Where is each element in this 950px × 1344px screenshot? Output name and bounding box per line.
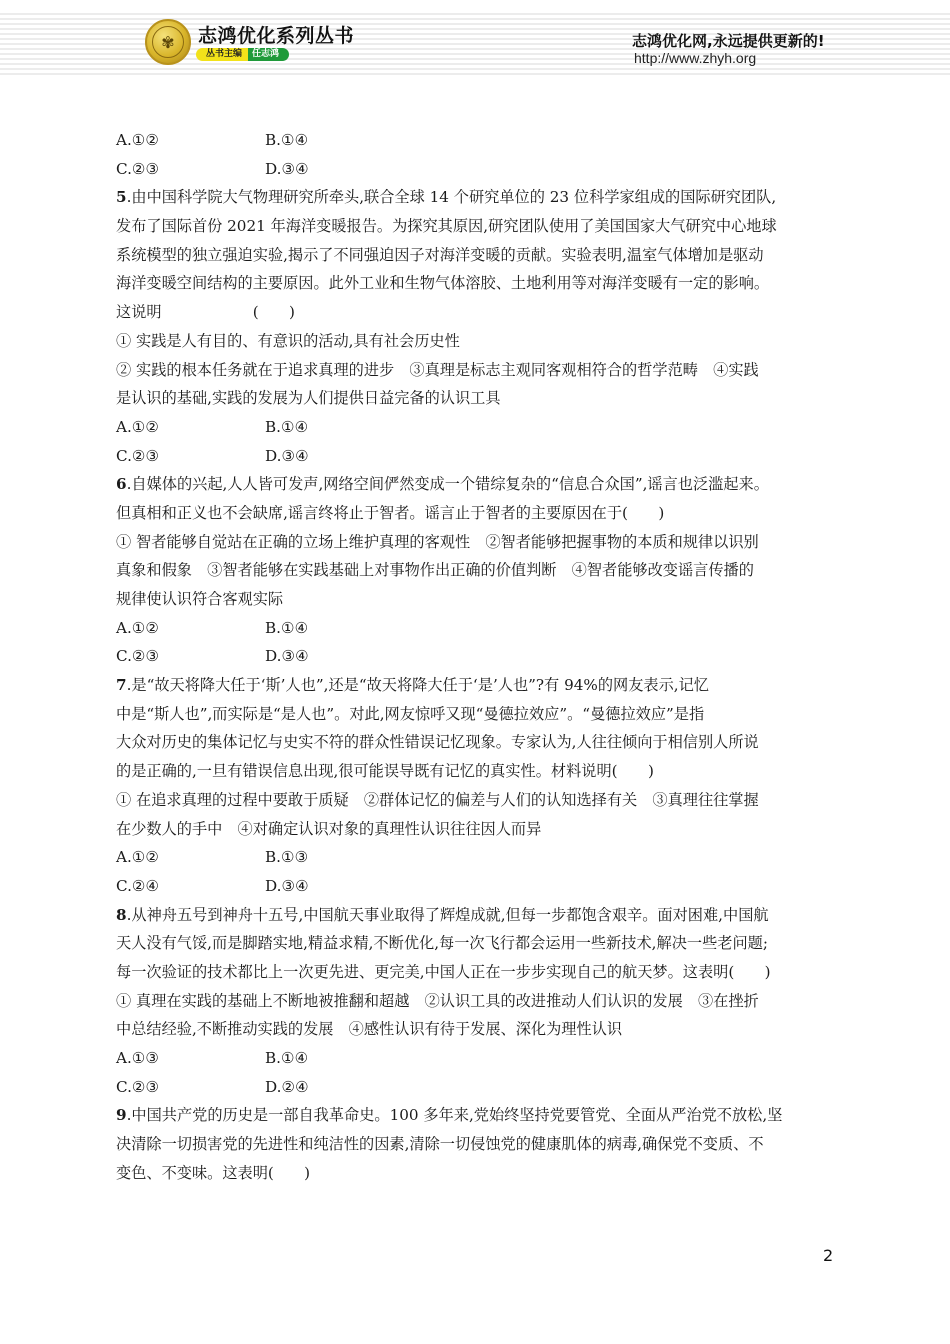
question-stem-line: 天人没有气馁,而是脚踏实地,精益求精,不断优化,每一次飞行都会运用一些新技术,解决一些老问题; [116,934,768,953]
option-row [116,843,836,872]
statement-line: 规律使认识符合客观实际 [116,590,284,608]
option-row [116,126,836,155]
question-stem-line [116,183,836,212]
series-title: 志鸿优化系列丛书 [198,25,355,47]
question-stem-line: 的是正确的,一旦有错误信息出现,很可能误导既有记忆的真实性。材料说明( ) [116,762,654,781]
question-stem-line [116,901,836,930]
option-row [116,872,836,901]
question-stem-line: 这说明 ( ) [116,303,295,322]
question-stem-line: 海洋变暖空间结构的主要原因。此外工业和生物气体溶胶、土地利用等对海洋变暖有一定的影响。 [116,274,770,293]
editor-role-label: 丛书主编 [196,48,248,61]
option-row [116,642,836,671]
question-number: 8 [116,905,127,924]
option-d: D.③④ [265,446,309,465]
option-row [116,155,836,184]
statement-line: ① 智者能够自觉站在正确的立场上维护真理的客观性 ②智者能够把握事物的本质和规律以识别 [116,532,759,551]
question-stem-line [116,470,836,499]
statement-line: 中总结经验,不断推动实践的发展 ④感性认识有待于发展、深化为理性认识 [116,1020,623,1039]
statement-line: ① 在追求真理的过程中要敢于质疑 ②群体记忆的偏差与人们的认知选择有关 ③真理往往掌握 [116,790,759,809]
editor-name-label: 任志鸿 [248,48,289,61]
series-logo-medal [145,19,191,65]
question-9 [116,1101,836,1187]
option-c: C.②③ [116,159,160,178]
editor-tag [196,48,289,61]
question-stem-line: 每一次验证的技术都比上一次更先进、更完美,中国人正在一步步实现自己的航天梦。这表明( ) [116,962,771,981]
option-b: B.①③ [265,848,309,867]
question-number: 5 [116,188,127,207]
option-c: C.②③ [116,647,160,666]
option-b: B.①④ [265,618,309,637]
option-d: D.③④ [265,159,309,178]
question-stem-line: 中是“斯人也”,而实际是“是人也”。对此,网友惊呼又现“曼德拉效应”。“曼德拉效应”是指 [116,704,705,723]
option-a: A.①② [116,848,160,867]
page-content [116,126,836,1187]
question-stem-line: 决清除一切损害党的先进性和纯洁性的因素,清除一切侵蚀党的健康肌体的病毒,确保党不变质、不 [116,1135,764,1154]
option-c: C.②③ [116,446,160,465]
statement-line: 是认识的基础,实践的发展为人们提供日益完备的认识工具 [116,389,501,408]
statement-line: ② 实践的根本任务就在于追求真理的进步 ③真理是标志主观同客观相符合的哲学范畴 ④实践 [116,360,759,379]
header-url: http://www.zhyh.org [634,50,757,66]
question-stem-line: 大众对历史的集体记忆与史实不符的群众性错误记忆现象。专家认为,人往往倾向于相信别人所说 [116,733,759,752]
option-row [116,1044,836,1073]
option-d: D.③④ [265,647,309,666]
option-c: C.②③ [116,1077,160,1096]
option-row [116,442,836,471]
option-b: B.①④ [265,417,309,436]
crane-emblem-icon: ✾ [152,26,184,58]
option-a: A.①② [116,417,160,436]
header-slogan: 志鸿优化网,永远提供更新的! [632,32,825,50]
question-stem-line [116,1101,836,1130]
option-a: A.①③ [116,1049,160,1067]
option-d: D.②④ [265,1077,309,1096]
statement-line: 在少数人的手中 ④对确定认识对象的真理性认识往往因人而异 [116,819,542,838]
question-number: 9 [116,1106,127,1125]
question-number: 6 [116,475,127,494]
question-8 [116,901,836,1102]
question-number: 7 [116,676,127,695]
question-stem-line: 但真相和正义也不会缺席,谣言终将止于智者。谣言止于智者的主要原因在于( ) [116,503,665,522]
question-stem-line [116,671,836,700]
page-number: 2 [823,1246,834,1265]
option-a: A.①② [116,131,160,149]
statement-line: ① 实践是人有目的、有意识的活动,具有社会历史性 [116,331,460,350]
stem-text: .从神舟五号到神舟十五号,中国航天事业取得了辉煌成就,但每一步都饱含艰辛。面对困难,中国航 [126,905,769,924]
stem-text: .是“故天将降大任于‘斯’人也”,还是“故天将降大任于‘是’人也”?有 94%的网友表示,记忆 [126,676,709,695]
statement-line: ① 真理在实践的基础上不断地被推翻和超越 ②认识工具的改进推动人们认识的发展 ③在挫折 [116,991,759,1010]
question-stem-line: 变色、不变味。这表明( ) [116,1163,311,1182]
stem-text: .中国共产党的历史是一部自我革命史。100 多年来,党始终坚持党要管党、全面从严治党不放松,坚 [126,1106,783,1125]
question-stem-line: 发布了国际首份 2021 年海洋变暖报告。为探究其原因,研究团队使用了美国国家大气研究中心地球 [116,217,777,236]
stem-text: .由中国科学院大气物理研究所牵头,联合全球 14 个研究单位的 23 位科学家组成的国际研究团队, [126,188,777,207]
option-b: B.①④ [265,1049,309,1067]
option-c: C.②④ [116,876,160,895]
question-5 [116,183,836,470]
option-row [116,1073,836,1102]
question-7 [116,671,836,901]
option-d: D.③④ [265,876,309,895]
option-row [116,614,836,643]
question-6 [116,470,836,671]
stem-text: .自媒体的兴起,人人皆可发声,网络空间俨然变成一个错综复杂的“信息合众国”,谣言也泛滥起来。 [126,475,769,494]
option-row [116,413,836,442]
option-a: A.①② [116,618,160,637]
option-b: B.①④ [265,131,309,149]
question-stem-line: 系统模型的独立强迫实验,揭示了不同强迫因子对海洋变暖的贡献。实验表明,温室气体增加是驱动 [116,245,764,264]
statement-line: 真象和假象 ③智者能够在实践基础上对事物作出正确的价值判断 ④智者能够改变谣言传播的 [116,561,754,580]
